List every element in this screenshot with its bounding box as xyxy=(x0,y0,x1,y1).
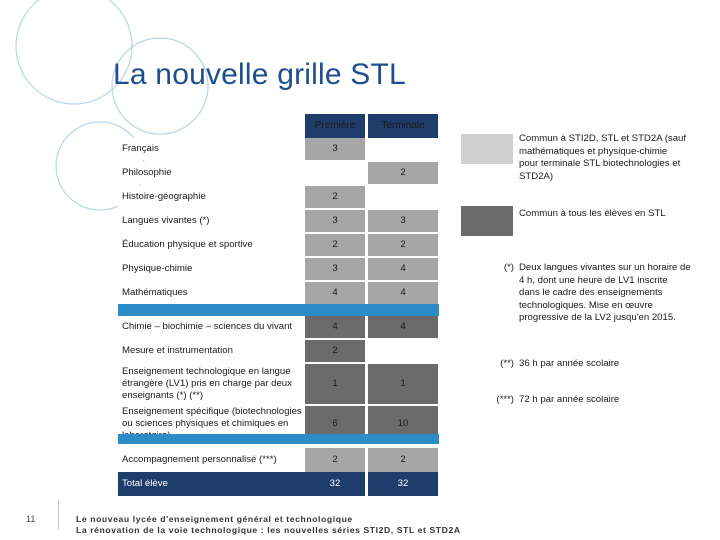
page-number: 11 xyxy=(26,514,36,524)
table-cell-terminale: 3 xyxy=(368,210,438,232)
legend-common-all: Commun à tous les élèves en STL xyxy=(519,208,666,219)
table-cell-terminale: 1 xyxy=(368,364,438,404)
footer-line-1: Le nouveau lycée d'enseignement général et technologique xyxy=(76,514,353,524)
note-text: 72 h par année scolaire xyxy=(519,394,620,405)
table-row-label: Enseignement technologique en langue étrangère (LV1) pris en charge par deux enseignants (*) (**) xyxy=(118,364,305,404)
table-row-label: Philosophie xyxy=(118,162,305,184)
section-separator xyxy=(118,434,439,444)
column-header-terminale: Terminale xyxy=(368,114,438,138)
table-row-label: Langues vivantes (*) xyxy=(118,210,305,232)
table-row-label: Histoire-géographie xyxy=(118,186,305,208)
table-cell-premiere: 4 xyxy=(305,282,365,304)
legend-swatch-light xyxy=(461,134,513,164)
table-cell-terminale: 2 xyxy=(368,234,438,256)
legend-swatch-dark xyxy=(461,206,513,236)
table-row-label: Chimie – biochimie – sciences du vivant xyxy=(118,316,305,338)
table-cell-terminale: 2 xyxy=(368,448,438,472)
table-row-label: Accompagnement personnalisé (***) xyxy=(118,448,305,472)
note-mark: (*) xyxy=(503,262,514,273)
table-cell-premiere: 2 xyxy=(305,186,365,208)
table-cell-premiere: 2 xyxy=(305,234,365,256)
table-cell-terminale: 4 xyxy=(368,316,438,338)
page-title: La nouvelle grille STL xyxy=(113,58,406,91)
table-row-label: Français xyxy=(118,138,305,160)
table-row-label: Physique-chimie xyxy=(118,258,305,280)
table-row-label: Enseignement spécifique (biotechnologies ou sciences physiques et chimiques en xyxy=(118,406,305,442)
note-text: Deux langues vivantes sur un horaire de 4 h, dont une heure de LV1 inscrite dans le cadre des enseignements technologiques. Mise en œuvre progressive de la LV2 jusqu'en 2015. xyxy=(519,262,691,323)
table-cell-premiere: 3 xyxy=(305,210,365,232)
column-header-premiere: Première xyxy=(305,114,365,138)
table-row-label: Éducation physique et sportive xyxy=(118,234,305,256)
footer-divider xyxy=(58,500,59,530)
total-cell-premiere: 32 xyxy=(305,472,365,496)
table-cell-terminale xyxy=(368,340,438,362)
schedule-table xyxy=(118,110,439,496)
note-mark: (**) xyxy=(500,358,514,369)
table-cell-terminale: 4 xyxy=(368,258,438,280)
table-cell-premiere: 3 xyxy=(305,258,365,280)
table-cell-premiere: 6 xyxy=(305,406,365,442)
table-cell-premiere: 3 xyxy=(305,138,365,160)
table-cell-premiere xyxy=(305,162,365,184)
legend-common-stl: Commun à STI2D, STL et STD2A (sauf mathématiques et physique-chimie pour terminale STL biotechnologies et STD2A) xyxy=(519,133,687,182)
section-separator xyxy=(118,304,439,316)
table-cell-premiere: 4 xyxy=(305,316,365,338)
footer-text xyxy=(76,514,461,536)
table-row-label: Mesure et instrumentation xyxy=(118,340,305,362)
note-mark: (***) xyxy=(496,394,514,405)
table-cell-terminale: 10 xyxy=(368,406,438,442)
total-row-label: Total élève xyxy=(118,472,305,496)
footer-line-2: La rénovation de la voie technologique : les nouvelles séries STI2D, STL et STD2A xyxy=(76,525,461,535)
table-cell-terminale: 4 xyxy=(368,282,438,304)
table-cell-terminale: 2 xyxy=(368,162,438,184)
table-cell-premiere: 1 xyxy=(305,364,365,404)
table-cell-terminale xyxy=(368,186,438,208)
total-cell-terminale: 32 xyxy=(368,472,438,496)
note-text: 36 h par année scolaire xyxy=(519,358,620,369)
table-cell-terminale xyxy=(368,138,438,160)
table-cell-premiere: 2 xyxy=(305,448,365,472)
table-row-label: Mathématiques xyxy=(118,282,305,304)
table-cell-premiere: 2 xyxy=(305,340,365,362)
